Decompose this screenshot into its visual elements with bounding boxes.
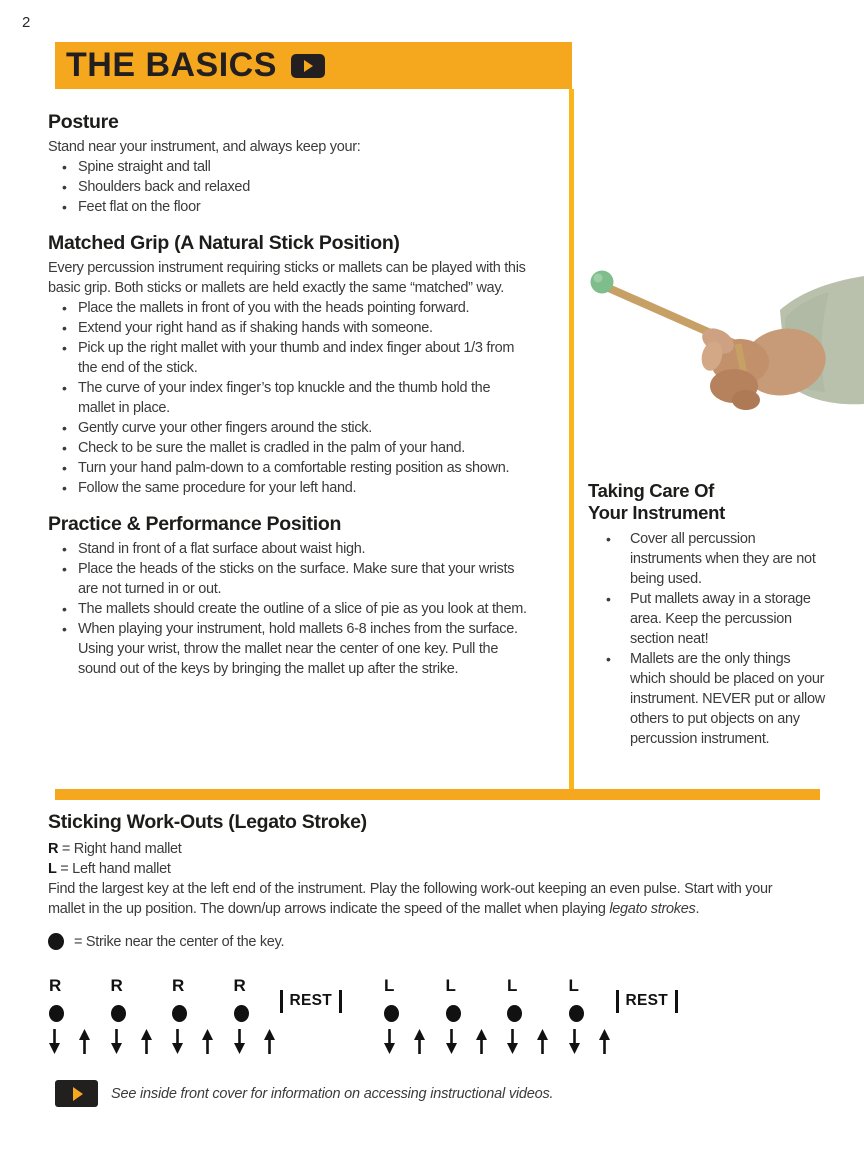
bullet-icon: • — [62, 320, 67, 336]
list-item — [48, 197, 569, 217]
list-item-text — [630, 589, 838, 649]
list-item-line: Put mallets away in a storage — [630, 591, 811, 607]
sticking-letter: L — [568, 976, 579, 995]
page-title: THE BASICS — [66, 46, 277, 84]
list-item-text — [78, 338, 569, 378]
rest-bar — [280, 990, 283, 1013]
sticking-heading: Sticking Work-Outs (Legato Stroke) — [48, 811, 367, 833]
list-item — [48, 378, 569, 418]
list-item-text — [78, 559, 569, 599]
taking-care-heading-2: Your Instrument — [588, 502, 725, 523]
bullet-icon: • — [606, 651, 611, 667]
list-item-line: The curve of your index finger’s top knuckle and the thumb hold the — [78, 380, 491, 396]
arrow-up-icon — [598, 1028, 611, 1055]
bullet-icon: • — [62, 460, 67, 476]
list-item-text — [78, 438, 569, 458]
strike-dot — [172, 1005, 187, 1022]
posture-bullets — [48, 157, 569, 217]
matched-grip-intro-1: Every percussion instrument requiring sticks or mallets can be played with this — [48, 260, 526, 276]
sticking-notation — [48, 976, 838, 1064]
list-item-line: being used. — [630, 571, 702, 587]
sticking-letter: R — [110, 976, 123, 995]
strike-dot — [111, 1005, 126, 1022]
list-item-text — [630, 649, 838, 749]
list-item-text — [78, 197, 569, 217]
list-item-line: sound out of the keys by bringing the mallet up after the strike. — [78, 661, 459, 677]
list-item — [48, 157, 569, 177]
list-item-text — [78, 378, 569, 418]
list-item-text — [630, 529, 838, 589]
list-item-line: instruments when they are not — [630, 551, 816, 567]
list-item-line: Place the mallets in front of you with the heads pointing forward. — [78, 300, 470, 316]
list-item — [48, 478, 569, 498]
bullet-icon: • — [606, 591, 611, 607]
list-item-line: The mallets should create the outline of a slice of pie as you look at them. — [78, 601, 527, 617]
arrow-down-icon — [568, 1028, 581, 1055]
rest-marker — [280, 989, 342, 1013]
posture-heading: Posture — [48, 111, 119, 133]
strike-dot — [446, 1005, 461, 1022]
bullet-icon: • — [62, 199, 67, 215]
bullet-icon: • — [62, 440, 67, 456]
list-item-line: Spine straight and tall — [78, 159, 211, 175]
list-item — [588, 589, 838, 649]
page-number: 2 — [22, 14, 31, 31]
list-item-text — [78, 478, 569, 498]
strike-dot — [234, 1005, 249, 1022]
arrow-up-icon — [475, 1028, 488, 1055]
strike-legend — [48, 933, 848, 950]
list-item — [48, 539, 569, 559]
arrow-up-icon — [263, 1028, 276, 1055]
practice-position-bullets — [48, 539, 569, 679]
arrow-up-icon — [140, 1028, 153, 1055]
matched-grip-heading: Matched Grip (A Natural Stick Position) — [48, 232, 400, 254]
list-item-line: Gently curve your other fingers around the stick. — [78, 420, 372, 436]
footer-play-icon — [55, 1080, 98, 1107]
vertical-divider — [569, 89, 574, 789]
list-item-text — [78, 599, 569, 619]
arrow-down-icon — [445, 1028, 458, 1055]
main-column — [48, 110, 569, 679]
list-item-line: Using your wrist, throw the mallet near the center of one key. Pull the — [78, 641, 499, 657]
arrow-down-icon — [506, 1028, 519, 1055]
matched-grip-intro-2: basic grip. Both sticks or mallets are held exactly the same “matched” way. — [48, 280, 504, 296]
sticking-letter: R — [49, 976, 62, 995]
list-item-line: Extend your right hand as if shaking hands with someone. — [78, 320, 433, 336]
list-item — [48, 458, 569, 478]
arrow-up-icon — [201, 1028, 214, 1055]
arrow-down-icon — [110, 1028, 123, 1055]
bullet-icon: • — [62, 380, 67, 396]
sticking-letter: L — [445, 976, 456, 995]
list-item-line: Stand in front of a flat surface about waist high. — [78, 541, 366, 557]
list-item-line: instrument. NEVER put or allow — [630, 691, 825, 707]
sticking-letter: L — [507, 976, 518, 995]
video-play-icon — [291, 54, 325, 78]
instructions-2-post: . — [695, 901, 700, 917]
matched-grip-bullets — [48, 298, 569, 498]
list-item-line: the end of the stick. — [78, 360, 198, 376]
rest-marker — [616, 989, 678, 1013]
list-item — [48, 599, 569, 619]
list-item — [48, 418, 569, 438]
list-item-text — [78, 539, 569, 559]
bullet-icon: • — [62, 159, 67, 175]
arrow-up-icon — [536, 1028, 549, 1055]
rest-bar — [675, 990, 678, 1013]
bullet-icon: • — [62, 420, 67, 436]
list-item — [48, 438, 569, 458]
list-item-line: Follow the same procedure for your left hand. — [78, 480, 357, 496]
strike-dot — [49, 1005, 64, 1022]
list-item — [48, 177, 569, 197]
taking-care-bullets — [588, 529, 838, 749]
notation-beat — [48, 976, 110, 1064]
strike-legend-text: = Strike near the center of the key. — [74, 933, 285, 950]
bullet-icon: • — [606, 531, 611, 547]
list-item-line: Pick up the right mallet with your thumb and index finger about 1/3 from — [78, 340, 515, 356]
sticking-section — [48, 810, 848, 950]
rest-label: REST — [289, 992, 333, 1009]
list-item-text — [78, 318, 569, 338]
sticking-letter: R — [233, 976, 246, 995]
sticking-instructions-1: Find the largest key at the left end of the instrument. Play the following work-out keeping an even pulse. Start with your — [48, 881, 773, 897]
list-item — [48, 338, 569, 378]
hand-holding-mallet-photo — [588, 246, 864, 480]
bullet-icon: • — [62, 601, 67, 617]
section-banner — [55, 42, 572, 89]
posture-intro: Stand near your instrument, and always keep your: — [48, 139, 361, 155]
list-item-line: which should be placed on your — [630, 671, 825, 687]
bullet-icon: • — [62, 561, 67, 577]
instructions-2-pre: mallet in the up position. The down/up arrows indicate the speed of the mallet when playing — [48, 901, 610, 917]
list-item — [588, 529, 838, 589]
taking-care-heading-1: Taking Care Of — [588, 480, 715, 501]
list-item-text — [78, 157, 569, 177]
list-item-line: are not turned in or out. — [78, 581, 222, 597]
list-item-text — [78, 619, 569, 679]
list-item-line: When playing your instrument, hold mallets 6-8 inches from the surface. — [78, 621, 518, 637]
bullet-icon: • — [62, 179, 67, 195]
sticking-instructions-2 — [48, 899, 848, 919]
strike-dot — [384, 1005, 399, 1022]
list-item-line: area. Keep the percussion — [630, 611, 792, 627]
horizontal-divider — [55, 789, 820, 800]
bullet-icon: • — [62, 300, 67, 316]
notation-beat — [445, 976, 507, 1064]
list-item-line: Feet flat on the floor — [78, 199, 201, 215]
list-item-line: Mallets are the only things — [630, 651, 791, 667]
legend-left-hand — [48, 859, 848, 879]
notation-beat — [171, 976, 233, 1064]
rest-bar — [339, 990, 342, 1013]
strike-dot — [569, 1005, 584, 1022]
notation-beat — [383, 976, 445, 1064]
legend-right-hand — [48, 839, 848, 859]
list-item — [48, 559, 569, 599]
legend-l-text: = Left hand mallet — [56, 861, 171, 877]
strike-dot — [507, 1005, 522, 1022]
footer-video-note — [55, 1080, 553, 1107]
list-item-text — [78, 418, 569, 438]
sticking-letter: L — [384, 976, 395, 995]
play-triangle-icon — [73, 1087, 83, 1101]
list-item — [48, 298, 569, 318]
sidebar-column — [588, 480, 838, 749]
list-item-line: mallet in place. — [78, 400, 170, 416]
list-item-line: others to put objects on any — [630, 711, 800, 727]
bullet-icon: • — [62, 340, 67, 356]
legend-r-symbol: R — [48, 841, 59, 857]
list-item-line: Cover all percussion — [630, 531, 756, 547]
list-item-text — [78, 177, 569, 197]
strike-dot-icon — [48, 933, 64, 950]
bullet-icon: • — [62, 541, 67, 557]
list-item-text — [78, 298, 569, 318]
footer-note-text: See inside front cover for information on accessing instructional videos. — [111, 1085, 554, 1102]
arrow-down-icon — [48, 1028, 61, 1055]
list-item-line: Place the heads of the sticks on the surface. Make sure that your wrists — [78, 561, 515, 577]
legend-l-symbol: L — [48, 861, 57, 877]
arrow-down-icon — [233, 1028, 246, 1055]
rest-label: REST — [625, 992, 669, 1009]
list-item-text — [78, 458, 569, 478]
bullet-icon: • — [62, 480, 67, 496]
list-item — [48, 619, 569, 679]
list-item-line: Shoulders back and relaxed — [78, 179, 250, 195]
play-triangle-icon — [304, 60, 313, 72]
instructions-2-italic: legato strokes — [609, 901, 696, 917]
list-item-line: Check to be sure the mallet is cradled in the palm of your hand. — [78, 440, 466, 456]
rest-bar — [616, 990, 619, 1013]
list-item-line: percussion instrument. — [630, 731, 770, 747]
sticking-letter: R — [172, 976, 185, 995]
list-item — [48, 318, 569, 338]
notation-beat — [506, 976, 568, 1064]
arrow-up-icon — [413, 1028, 426, 1055]
notation-beat — [110, 976, 172, 1064]
arrow-down-icon — [383, 1028, 396, 1055]
arrow-up-icon — [78, 1028, 91, 1055]
arrow-down-icon — [171, 1028, 184, 1055]
list-item — [588, 649, 838, 749]
practice-position-heading: Practice & Performance Position — [48, 513, 342, 535]
list-item-line: section neat! — [630, 631, 709, 647]
list-item-line: Turn your hand palm-down to a comfortable resting position as shown. — [78, 460, 510, 476]
legend-r-text: = Right hand mallet — [58, 841, 182, 857]
bullet-icon: • — [62, 621, 67, 637]
